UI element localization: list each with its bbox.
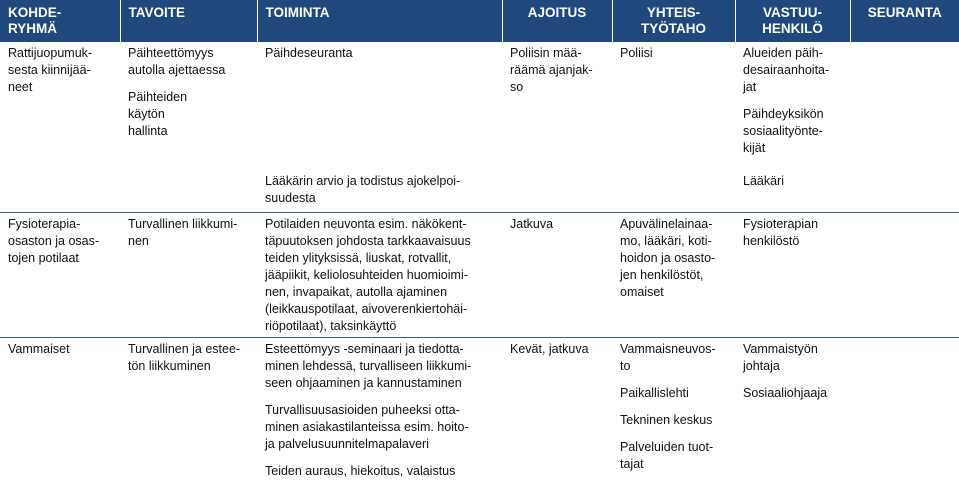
cell-yhteistyotaho: Apuvälinelainaa- mo, lääkäri, koti- hoidon ja osasto- jen henkilöstöt, omaiset (612, 212, 735, 337)
header-yhteistyotaho: YHTEIS- TYÖTAHO (612, 0, 735, 42)
vastuu-item: Alueiden päih- desairaanhoita- jat (743, 46, 830, 94)
cell-vastuuhenkilo (735, 337, 850, 487)
cell-kohderyhma: Rattijuopumuk- sesta kiinnijää- neet (8, 46, 93, 94)
vastuu-item: Vammaistyön johtaja (743, 341, 818, 373)
header-toiminta: TOIMINTA (257, 0, 502, 42)
cell-tavoite (120, 42, 257, 170)
toiminta-item: Turvallisuusasioiden puheeksi otta- minen asiakastilanteissa esim. hoito- ja palvelusuunnitelmapalaveri (265, 402, 469, 451)
cell-yhteistyotaho (612, 337, 735, 487)
table-row (0, 42, 959, 170)
cell-tavoite (120, 170, 257, 212)
header-ajoitus: AJOITUS (502, 0, 612, 42)
cell-vastuuhenkilo (735, 42, 850, 170)
table-row (0, 170, 959, 212)
yhteistyotaho-item: Palveluiden tuot- tajat (620, 439, 714, 471)
cell-toiminta: Päihdeseuranta (265, 46, 353, 60)
cell-kohderyhma (0, 170, 120, 212)
table-row (0, 337, 959, 487)
tavoite-item: Päihteettömyys autolla ajettaessa (128, 46, 226, 77)
header-vastuuhenkilo: VASTUU- HENKILÖ (735, 0, 850, 42)
header-row (0, 0, 959, 42)
tavoite-item: Päihteiden käytön hallinta (128, 90, 188, 138)
cell-ajoitus: Jatkuva (502, 212, 612, 337)
cell-ajoitus: Poliisin mää- räämä ajanjak- so (510, 46, 593, 94)
table-row (0, 212, 959, 337)
cell-vastuuhenkilo: Lääkäri (735, 170, 850, 212)
cell-seuranta (850, 170, 959, 212)
cell-yhteistyotaho (612, 170, 735, 212)
cell-vastuuhenkilo: Fysioterapian henkilöstö (735, 212, 850, 337)
toiminta-item: Esteettömyys -seminaari ja tiedotta- minen lehdessä, turvalliseen liikkumi- seen ohjaaminen ja kannustaminen (265, 341, 472, 390)
header-kohderyhma: KOHDE- RYHMÄ (0, 0, 120, 42)
cell-tavoite: Turvallinen ja estee- tön liikkuminen (128, 341, 241, 373)
cell-ajoitus: Kevät, jatkuva (510, 341, 589, 356)
yhteistyotaho-item: Tekninen keskus (620, 412, 713, 427)
cell-seuranta (850, 212, 959, 337)
yhteistyotaho-item: Paikallislehti (620, 385, 689, 400)
vastuu-item: Sosiaaliohjaaja (743, 385, 828, 400)
cell-tavoite: Turvallinen liikkumi- nen (120, 212, 257, 337)
vastuu-item: Päihdeyksikön sosiaalityönte- kijät (743, 107, 824, 155)
cell-ajoitus (502, 170, 612, 212)
cell-seuranta (850, 42, 959, 170)
cell-yhteistyotaho: Poliisi (620, 46, 653, 60)
toiminta-item: Teiden auraus, hiekoitus, valaistus (265, 463, 456, 478)
header-seuranta: SEURANTA (850, 0, 959, 42)
cell-toiminta: Lääkärin arvio ja todistus ajokelpoi- suudesta (257, 170, 502, 212)
header-tavoite: TAVOITE (120, 0, 257, 42)
cell-kohderyhma: Vammaiset (8, 341, 70, 356)
cell-toiminta (257, 337, 502, 487)
cell-kohderyhma: Fysioterapia- osaston ja osas- tojen potilaat (0, 212, 120, 337)
cell-seuranta (850, 337, 959, 487)
yhteistyotaho-item: Vammaisneuvos- to (620, 341, 716, 373)
cell-toiminta: Potilaiden neuvonta esim. näkökent- täpuutoksen johdosta tarkkaavaisuus teiden ylityksissä, liuskat, rotvallit, jääpiikit, keliolosuhteiden huomioimi- nen, invapaikat, autolla ajaminen (leikkauspotilaat, aivoverenkiertohäi- riöpotilaat), taksinkäyttö (257, 212, 502, 337)
